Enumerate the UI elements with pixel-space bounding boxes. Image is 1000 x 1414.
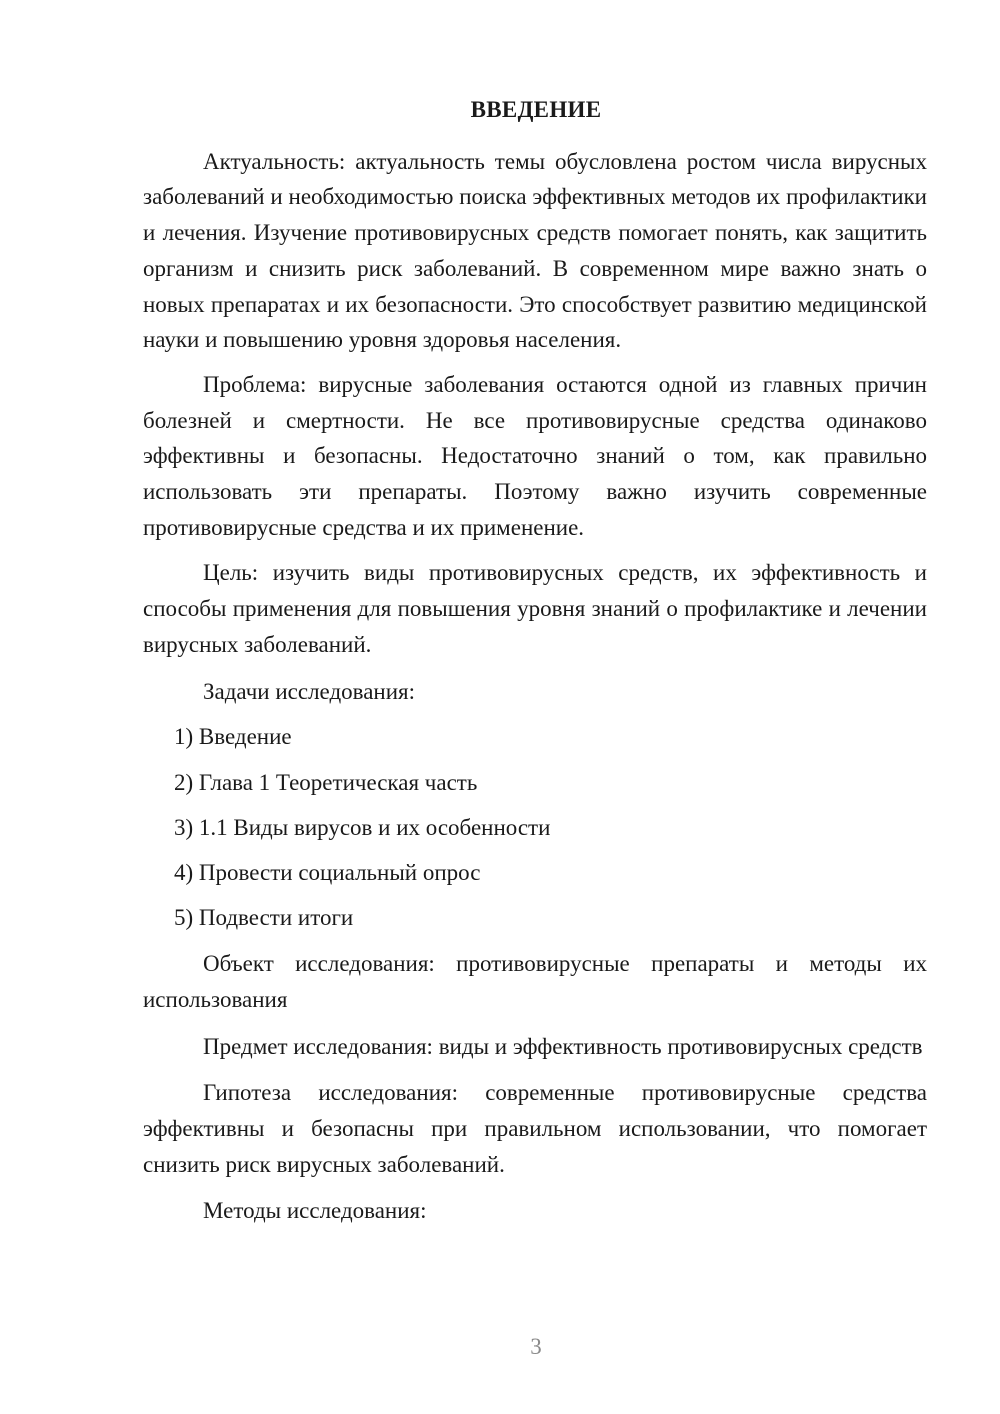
tasks-heading: Задачи исследования: — [203, 678, 416, 704]
task-item: 1) Введение — [174, 724, 292, 750]
problem-paragraph: Проблема: вирусные заболевания остаются одной из главных причин болезней и смертности. Не все противовирусные средства одинаково эффективны и безопасны. Недостаточно знаний о том, как правильно использовать эти препараты. Поэтому важно изучить современные противовирусные средства и их применение. — [143, 371, 927, 540]
relevance-paragraph: Актуальность: актуальность темы обусловлена ростом числа вирусных заболеваний и необходимостью поиска эффективных методов их профилактики и лечения. Изучение противовирусных средств помогает понять, как защитить организм и снизить риск заболеваний. В современном мире важно знать о новых препаратах и их безопасности. Это способствует развитию медицинской науки и повышению уровня здоровья населения. — [143, 148, 927, 353]
task-list — [143, 719, 927, 936]
task-item: 4) Провести социальный опрос — [174, 860, 481, 886]
methods-heading: Методы исследования: — [203, 1198, 427, 1224]
task-item: 5) Подвести итоги — [174, 905, 354, 931]
aim-paragraph: Цель: изучить виды противовирусных средств, их эффективность и способы применения для повышения уровня знаний о профилактике и лечении вирусных заболеваний. — [143, 560, 927, 657]
subject-paragraph: Предмет исследования: виды и эффективность противовирусных средств — [203, 1033, 923, 1059]
task-item: 3) 1.1 Виды вирусов и их особенности — [174, 814, 551, 840]
page-body — [143, 92, 927, 1239]
task-item: 2) Глава 1 Теоретическая часть — [174, 769, 478, 795]
hypothesis-paragraph: Гипотеза исследования: современные противовирусные средства эффективны и безопасны при правильном использовании, что помогает снизить риск вирусных заболеваний. — [143, 1080, 927, 1177]
section-heading: ВВЕДЕНИЕ — [470, 97, 602, 122]
page-number: 3 — [530, 1334, 542, 1359]
object-paragraph: Объект исследования: противовирусные препараты и методы их использования — [143, 951, 927, 1012]
